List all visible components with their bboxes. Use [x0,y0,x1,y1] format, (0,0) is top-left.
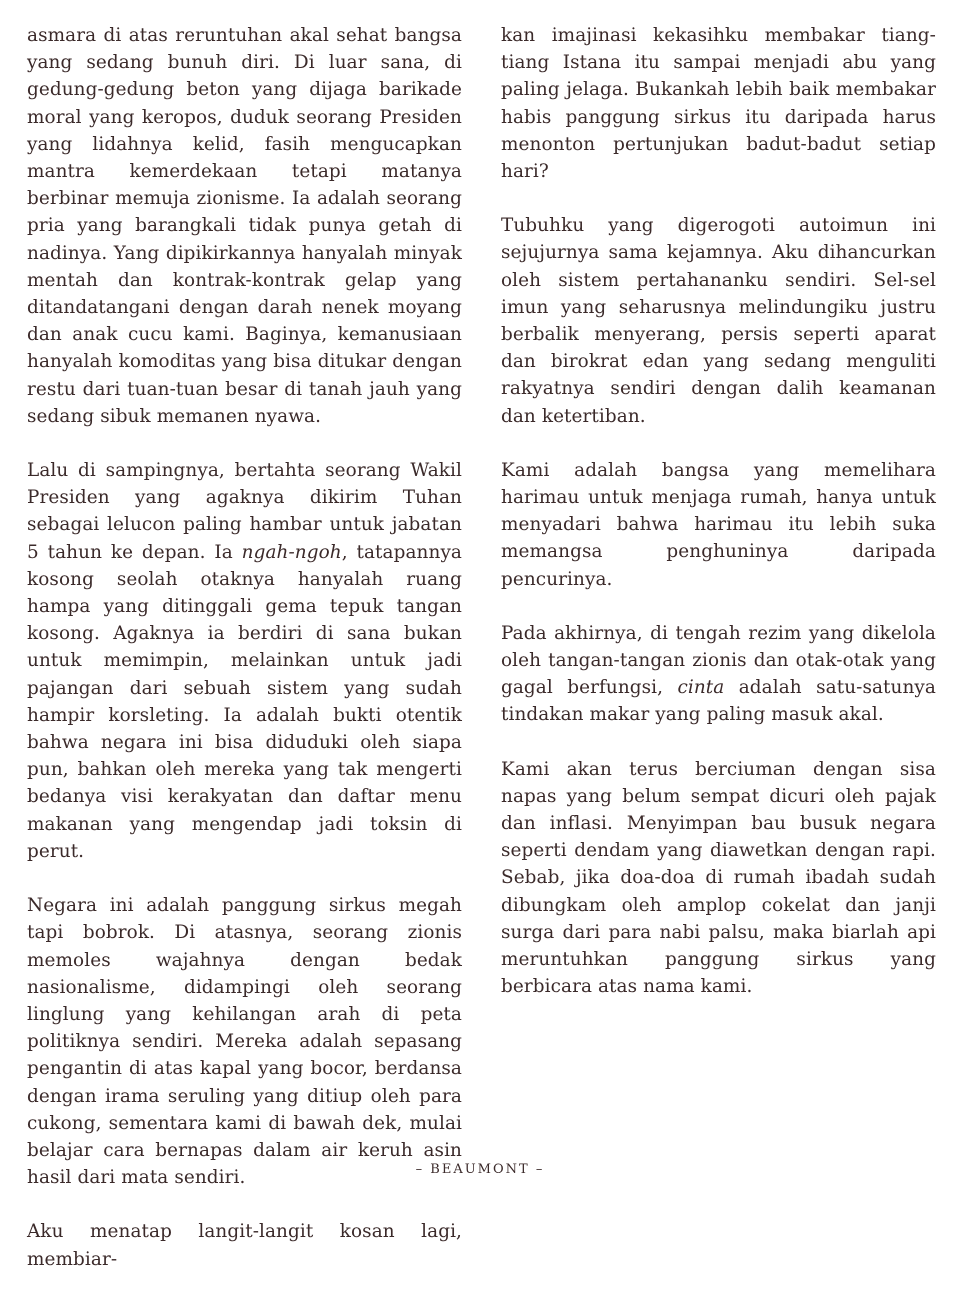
paragraph: Kami akan terus berciuman dengan sisa napas yang belum sempat dicuri oleh pajak dan inflasi. Menyimpan bau busuk negara seperti dendam yang diawetkan dengan rapi. Sebab, jika doa-doa di rumah ibadah sudah dibungkam oleh amplop cokelat dan janji surga dari para nabi palsu, maka biarlah api meruntuhkan panggung sirkus yang berbicara atas nama kami. [501,758,936,998]
footer-signature [0,1162,960,1177]
paragraph [501,620,936,729]
paragraph [27,457,462,865]
left-column [27,22,462,1300]
paragraph-text: , tatapannya kosong seolah otaknya hanyalah ruang hampa yang ditinggali gema tepuk tangan kosong. Agaknya ia berdiri di sana bukan untuk memimpin, melainkan untuk jadi pajangan dari sebuah sistem yang sudah hampir korsleting. Ia adalah bukti otentik bahwa negara ini bisa diduduki oleh siapa pun, bahkan oleh mereka yang tak mengerti bedanya visi kerakyatan dan daftar menu makanan yang mengendap jadi toksin di perut. [27,541,462,862]
right-column [501,22,936,1028]
paragraph: asmara di atas reruntuhan akal sehat bangsa yang sedang bunuh diri. Di luar sana, di gedung-gedung beton yang dijaga barikade moral yang keropos, duduk seorang Presiden yang lidahnya kelid, fasih mengucapkan mantra kemerdekaan tetapi matanya berbinar memuja zionisme. Ia adalah seorang pria yang barangkali tidak punya getah di nadinya. Yang dipikirkannya hanyalah minyak mentah dan kontrak-kontrak gelap yang ditandatangani dengan darah nenek moyang dan anak cucu kami. Baginya, kemanusiaan hanyalah komoditas yang bisa ditukar dengan restu dari tuan-tuan besar di tanah jauh yang sedang sibuk memanen nyawa. [27,25,462,427]
paragraph: Kami adalah bangsa yang memelihara harimau untuk menjaga rumah, hanya untuk menyadari bahwa harimau itu lebih suka memangsa penghuninya daripada pencurinya. [501,459,936,590]
italic-phrase: ngah-ngoh [241,541,342,563]
paragraph-text: Pada akhirnya, di tengah rezim yang dikelola oleh tangan-tangan zionis dan otak-otak yang gagal berfungsi, [501,622,936,699]
paragraph: Tubuhku yang digerogoti autoimun ini sejujurnya sama kejamnya. Aku dihancurkan oleh sistem pertahananku sendiri. Sel-sel imun yang seharusnya melindungiku justru berbalik menyerang, persis seperti aparat dan birokrat edan yang sedang menguliti rakyatnya sendiri dengan dalih keamanan dan ketertiban. [501,215,936,427]
italic-phrase: cinta [677,677,725,699]
paragraph: kan imajinasi kekasihku membakar tiang-tiang Istana itu sampai menjadi abu yang paling jelaga. Bukankah lebih baik membakar habis panggung sirkus itu daripada harus menonton pertunjukan badut-badut setiap hari? [501,25,936,183]
paragraph: Aku menatap langit-langit kosan lagi, membiar- [27,1221,462,1270]
paragraph: Negara ini adalah panggung sirkus megah tapi bobrok. Di atasnya, seorang zionis memoles wajahnya dengan bedak nasionalisme, didampingi oleh seorang linglung yang kehilangan arah di peta politiknya sendiri. Mereka adalah sepasang pengantin di atas kapal yang bocor, berdansa dengan irama seruling yang ditiup oleh para cukong, sementara kami di bawah dek, mulai belajar cara bernapas dalam air keruh asin hasil dari mata sendiri. [27,895,462,1189]
author-name: – BEAUMONT – [415,1162,545,1177]
paragraph-text: Lalu di sampingnya, bertahta seorang Wakil Presiden yang agaknya dikirim Tuhan sebagai lelucon paling hambar untuk jabatan 5 tahun ke depan. Ia [27,460,462,563]
paragraph-text: adalah satu-satunya tindakan makar yang paling masuk akal. [501,677,936,726]
